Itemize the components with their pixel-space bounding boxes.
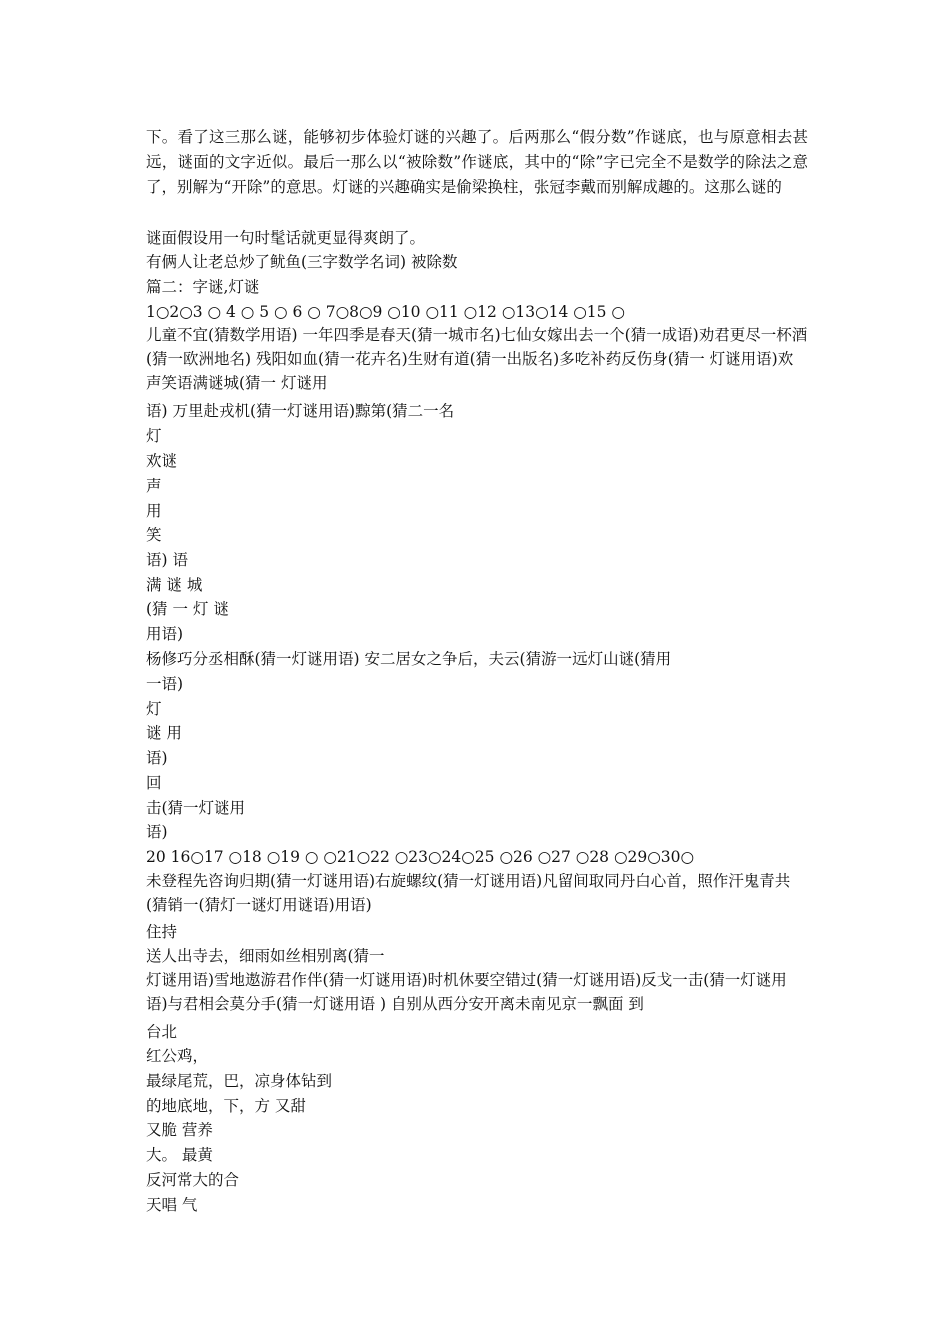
text-line: 用 [146,502,162,520]
text-line: 送人出寺去，细雨如丝相别离(猜一 [146,947,385,965]
text-line: 用语) [146,625,184,643]
text-line: 1○2○3 ○ 4 ○ 5 ○ 6 ○ 7○8○9 ○10 ○11 ○12 ○13○14 ○15 ○ [146,303,625,321]
text-line: 杨修巧分丞相酥(猜一灯谜用语) 安二居女之争后，夫云(猜游一远灯山谜(猜用 [146,650,672,668]
text-line: 语) 万里赴戎机(猜一灯谜用语)黥第(猜二一名 [146,402,455,420]
riddle-paragraph: 灯谜用语)雪地遨游君作伴(猜一灯谜用语)时机休要空错过(猜一灯谜用语)反戈一击(猜一灯谜用语)与君相会莫分手(猜一灯谜用语 ) 自别从西分安开离未南见京一飘面 到 [146,971,787,1013]
text-line: 谜 用 [146,724,182,742]
text-line: 的地底地，下，方 又甜 [146,1097,306,1115]
text-line: 住持 [146,923,178,941]
text-line: (猜 一 灯 谜 [146,600,229,618]
text-line: 20 16○17 ○18 ○19 ○ ○21○22 ○23○24○25 ○26 ○27 ○28 ○29○30○ [146,848,694,866]
intro-paragraph: 下。看了这三那么谜，能够初步体验灯谜的兴趣了。后两那么“假分数”作谜底，也与原意相去甚远，谜面的文字近似。最后一那么以“被除数”作谜底，其中的“除”字已完全不是数学的除法之意了，别解为“开除”的意思。灯谜的兴趣确实是偷梁换柱，张冠李戴而别解成趣的。这那么谜的 [146,128,808,196]
text-line: 反河常大的合 [146,1171,240,1189]
text-line: 又脆 营养 [146,1121,213,1139]
text-line: 天唱 气 [146,1196,198,1214]
text-line: 最绿尾荒，巴，凉身体钻到 [146,1072,333,1090]
text-line: 语) 语 [146,551,188,569]
text-line: 大。 最黄 [146,1146,213,1164]
section-heading: 篇二：字谜,灯谜 [146,278,260,296]
riddle-paragraph: 儿童不宜(猜数学用语) 一年四季是春天(猜一城市名)七仙女嫁出去一个(猜一成语)劝君更尽一杯酒(猜一欧洲地名) 残阳如血(猜一花卉名)生财有道(猜一出版名)多吃补药反伤身(猜一 灯谜用语)欢声笑语满谜城(猜一 灯谜用 [146,326,808,392]
text-line: 一语) [146,675,184,693]
text-line: 击(猜一灯谜用 [146,799,246,817]
text-line: 回 [146,774,162,792]
text-line: 满 谜 城 [146,576,203,594]
text-line: 谜面假设用一句时髦话就更显得爽朗了。 [146,229,426,247]
text-line: 语) [146,823,168,841]
text-line: 有俩人让老总炒了鱿鱼(三字数学名词) 被除数 [146,253,458,271]
text-line: 笑 [146,526,162,544]
text-line: 欢谜 [146,452,178,470]
text-line: 灯 [146,427,162,445]
text-line: 灯 [146,700,162,718]
text-line: 声 [146,477,162,495]
riddle-paragraph: 未登程先咨询归期(猜一灯谜用语)右旋螺纹(猜一灯谜用语)凡留间取同丹白心首，照作汗鬼青共(猜销一(猜灯一谜灯用谜语)用语) [146,872,791,914]
text-line: 台北 [146,1023,178,1041]
text-line: 语) [146,749,168,767]
text-line: 红公鸡， [146,1047,209,1065]
